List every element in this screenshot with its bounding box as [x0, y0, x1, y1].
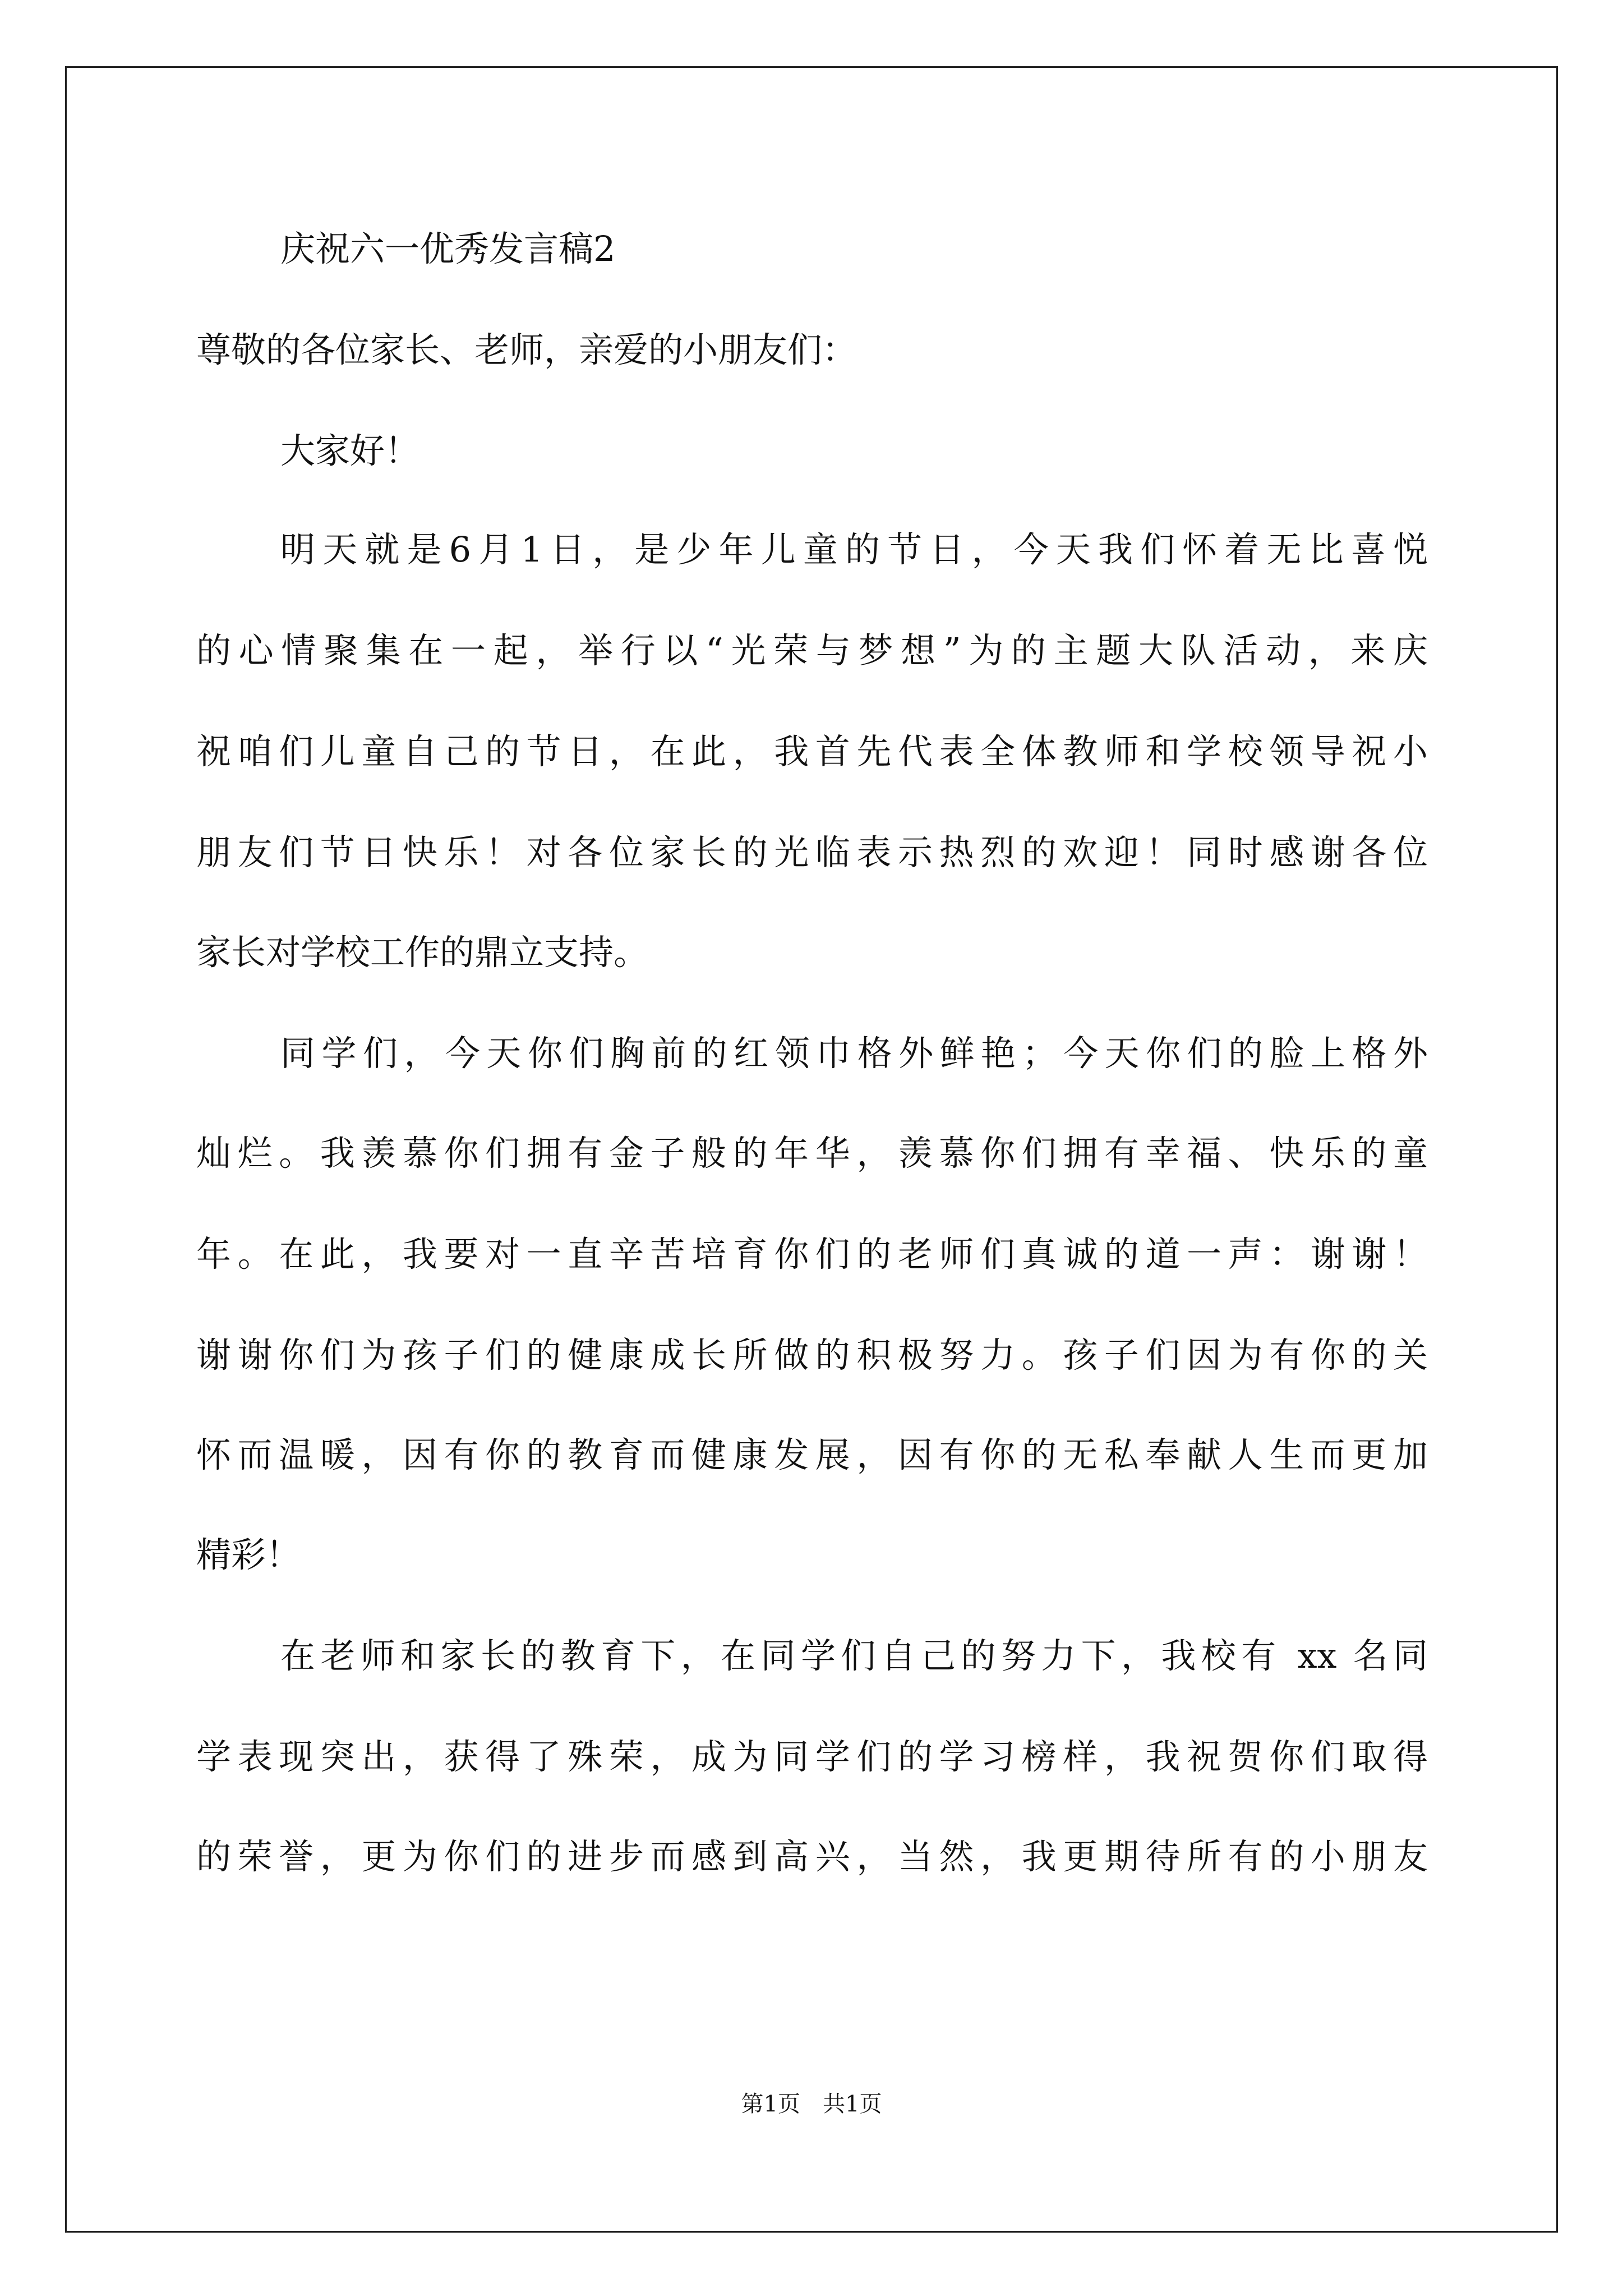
- paragraph-1-line-5: 家长对学校工作的鼎立支持。: [196, 932, 649, 973]
- salutation: 尊敬的各位家长、老师，亲爱的小朋友们：: [196, 329, 857, 370]
- paragraph-3-line-2: 学表现突出，获得了殊荣，成为同学们的学习榜样，我祝贺你们取得: [196, 1736, 1428, 1777]
- greeting: 大家好！: [280, 430, 420, 471]
- document-title: 庆祝六一优秀发言稿2: [280, 228, 616, 269]
- paragraph-2-line-3: 年。在此，我要对一直辛苦培育你们的老师们真诚的道一声：谢谢！: [196, 1234, 1428, 1274]
- paragraph-1-line-2: 的心情聚集在一起，举行以“光荣与梦想”为的主题大队活动，来庆: [196, 630, 1428, 671]
- paragraph-2-line-5: 怀而温暖，因有你的教育而健康发展，因有你的无私奉献人生而更加: [196, 1434, 1428, 1475]
- paragraph-1-line-4: 朋友们节日快乐！对各位家长的光临表示热烈的欢迎！同时感谢各位: [196, 832, 1428, 873]
- paragraph-2-line-2: 灿烂。我羡慕你们拥有金子般的年华，羡慕你们拥有幸福、快乐的童: [196, 1133, 1428, 1174]
- paragraph-2-line-4: 谢谢你们为孩子们的健康成长所做的积极努力。孩子们因为有你的关: [196, 1335, 1428, 1375]
- paragraph-1-line-1: 明天就是6月1日，是少年儿童的节日，今天我们怀着无比喜悦: [280, 529, 1428, 570]
- paragraph-2-line-1: 同学们，今天你们胸前的红领巾格外鲜艳；今天你们的脸上格外: [280, 1033, 1428, 1074]
- paragraph-2-line-6: 精彩！: [196, 1534, 301, 1575]
- paragraph-1-line-3: 祝咱们儿童自己的节日，在此，我首先代表全体教师和学校领导祝小: [196, 731, 1428, 772]
- page-footer: 第1页 共1页: [741, 2091, 882, 2117]
- paragraph-3-line-1: 在老师和家长的教育下，在同学们自己的努力下，我校有 xx 名同: [280, 1635, 1428, 1676]
- paragraph-3-line-3: 的荣誉，更为你们的进步而感到高兴，当然，我更期待所有的小朋友: [196, 1836, 1428, 1877]
